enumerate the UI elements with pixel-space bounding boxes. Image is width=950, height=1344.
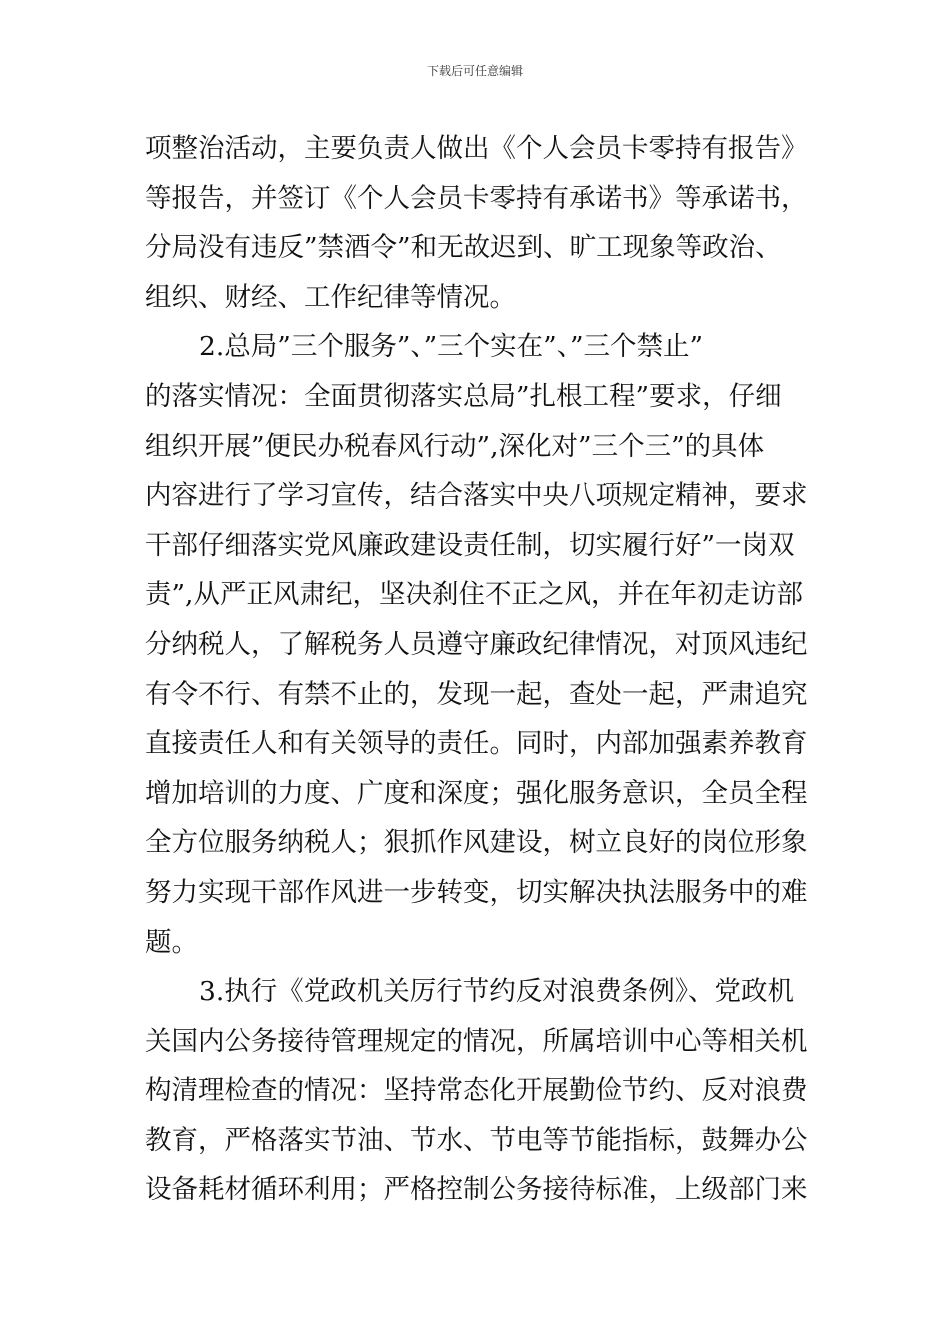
text-line: 项整治活动，主要负责人做出《个人会员卡零持有报告》 xyxy=(145,133,808,164)
document-body xyxy=(145,124,808,1215)
text-line: 分局没有违反”禁酒令”和无故迟到、旷工现象等政治、 xyxy=(145,232,782,264)
text-line: 关国内公务接待管理规定的情况，所属培训中心等相关机 xyxy=(145,1025,808,1057)
text-line: 构清理检查的情况：坚持常态化开展勤俭节约、反对浪费 xyxy=(145,1075,808,1107)
text-line: 内容进行了学习宣传，结合落实中央八项规定精神，要求 xyxy=(145,480,808,512)
text-line: 设备耗材循环利用；严格控制公务接待标准，上级部门来 xyxy=(145,1174,808,1206)
text-line: 责”,从严正风肃纪，坚决刹住不正之风，并在年初走访部 xyxy=(145,579,803,611)
text-line: 组织、财经、工作纪律等情况。 xyxy=(145,281,516,313)
text-line: 分纳税人，了解税务人员遵守廉政纪律情况，对顶风违纪 xyxy=(145,628,808,660)
text-line: 等报告，并签订《个人会员卡零持有承诺书》等承诺书， xyxy=(145,182,808,214)
text-line: 题。 xyxy=(145,926,198,958)
text-line: 努力实现干部作风进一步转变，切实解决执法服务中的难 xyxy=(145,876,808,908)
text-line: 3.执行《党政机关厉行节约反对浪费条例》、党政机 xyxy=(199,976,795,1008)
page-header: 下载后可任意编辑 xyxy=(426,64,523,78)
text-line: 有令不行、有禁不止的，发现一起，查处一起，严肃追究 xyxy=(145,678,808,710)
text-line: 全方位服务纳税人；狠抓作风建设，树立良好的岗位形象 xyxy=(145,827,808,859)
text-line: 直接责任人和有关领导的责任。同时，内部加强素养教育 xyxy=(145,728,808,760)
text-line: 干部仔细落实党风廉政建设责任制，切实履行好”一岗双 xyxy=(145,529,795,561)
text-line: 教育，严格落实节油、节水、节电等节能指标，鼓舞办公 xyxy=(145,1124,808,1156)
text-line: 增加培训的力度、广度和深度；强化服务意识，全员全程 xyxy=(145,777,808,809)
text-line: 的落实情况：全面贯彻落实总局”扎根工程”要求，仔细 xyxy=(145,380,782,412)
text-line: 组织开展”便民办税春风行动”,深化对”三个三”的具体 xyxy=(145,430,765,462)
text-line: 2.总局”三个服务”、”三个实在”、”三个禁止” xyxy=(199,331,704,363)
